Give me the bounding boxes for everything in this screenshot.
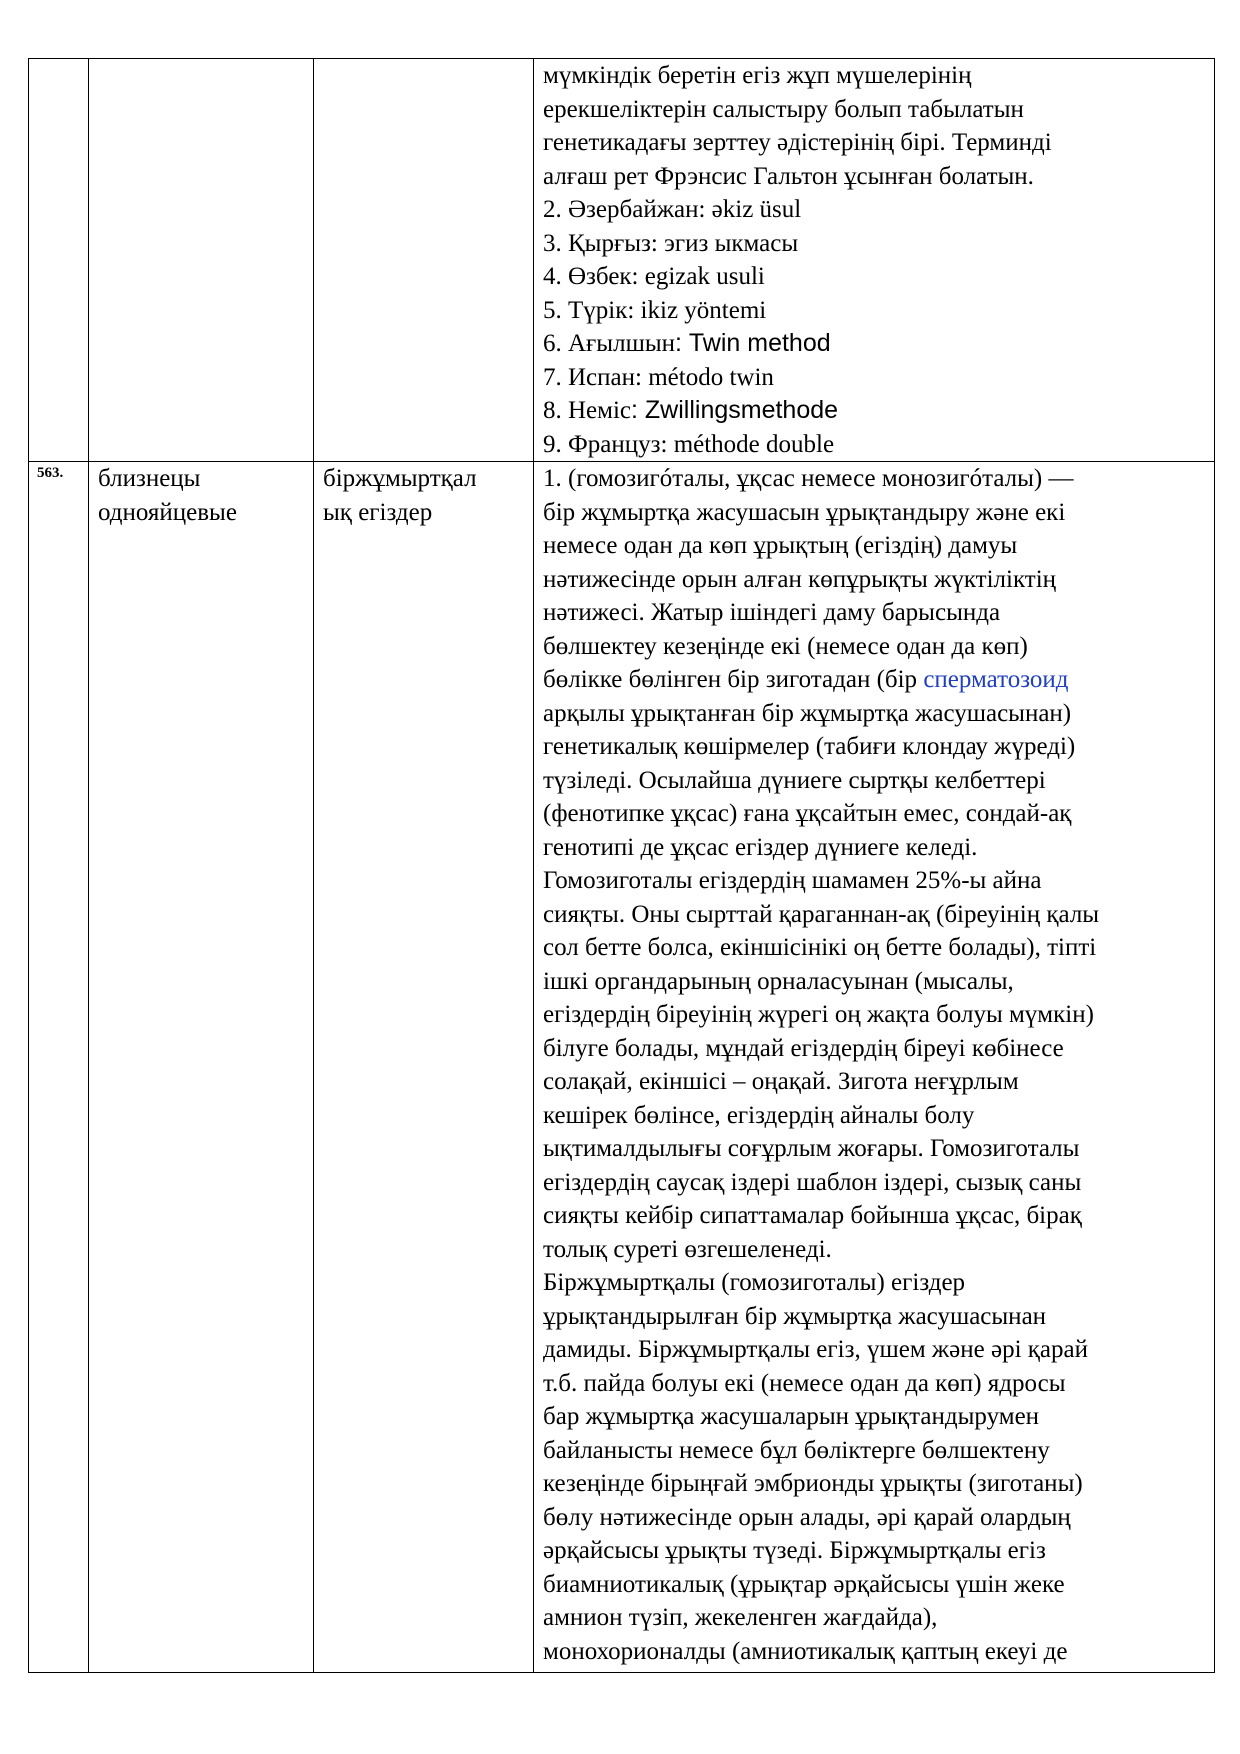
table-row xyxy=(29,59,1215,462)
definition-line: монохорионалды (амниотикалық қаптың екеуі де xyxy=(543,1637,1068,1665)
definition-line: солақай, екіншісі – оңақай. Зигота неғұрлым xyxy=(543,1068,1019,1095)
translation-turkish: 5. Түрік: ikiz yöntemi xyxy=(543,296,767,324)
row-number-cell xyxy=(29,462,89,1673)
translation-prefix: 9. Француз: xyxy=(543,430,674,458)
definition-line: (фенотипке ұқсас) ғана ұқсайтын емес, сондай-ақ xyxy=(543,800,1072,827)
kazakh-term-line: біржұмыртқал xyxy=(323,465,477,492)
definition-line: нәтижесі. Жатыр ішіндегі даму барысында xyxy=(543,599,1001,626)
definition-line: ұрықтандырылған бір жұмыртқа жасушасынан xyxy=(543,1302,1047,1330)
definition-line: нәтижесінде орын алған көпұрықты жүктіліктің xyxy=(543,565,1057,593)
definition-line: сол бетте болса, екіншісінікі оң бетте болады), тіпті xyxy=(543,934,1097,961)
row-number-cell xyxy=(29,59,89,462)
sperm-link[interactable]: сперматозоид xyxy=(923,666,1069,693)
translation-azerbaijani: 2. Әзербайжан: əkiz üsul xyxy=(543,196,802,223)
translation-value: : Zwillingsmethode xyxy=(631,396,839,424)
definition-line: биамниотикалық (ұрықтар әрқайсысы үшін жеке xyxy=(543,1570,1065,1598)
translation-kyrgyz: 3. Қырғыз: эгиз ыкмасы xyxy=(543,229,799,257)
russian-term-line: близнецы xyxy=(98,465,201,492)
translation-spanish xyxy=(543,361,1214,395)
definition-cell xyxy=(534,462,1215,1673)
definition-line: генетикадағы зерттеу әдістерінің бірі. Терминді xyxy=(543,129,1052,156)
definition-line: алғаш рет Фрэнсис Гальтон ұсынған болатын. xyxy=(543,162,1034,190)
translation-prefix: 6. Ағылшын xyxy=(543,330,676,357)
definition-line: генотипі де ұқсас егіздер дүниеге келеді. xyxy=(543,833,978,861)
translation-french xyxy=(543,428,1214,462)
definition-line: ішкі органдарының орналасуынан (мысалы, xyxy=(543,967,1014,995)
glossary-table xyxy=(28,58,1215,1673)
definition-line: түзіледі. Осылайша дүниеге сыртқы келбеттері xyxy=(543,766,1046,794)
definition-line: кезеңінде бірыңғай эмбрионды ұрықты (зиготаны) xyxy=(543,1470,1083,1497)
translation-uzbek: 4. Өзбек: egizak usuli xyxy=(543,263,765,290)
definition-line: егіздердің біреуінің жүрегі оң жақта болуы мүмкін) xyxy=(543,1001,1094,1028)
translation-value: : Twin method xyxy=(675,329,831,357)
kazakh-term-line: ық егіздер xyxy=(323,498,433,526)
definition-line: мүмкіндік беретін егіз жұп мүшелерінің xyxy=(543,62,972,89)
definition-line: кешірек бөлінсе, егіздердің айналы болу xyxy=(543,1101,975,1129)
definition-line: әрқайсысы ұрықты түзеді. Біржұмыртқалы егіз xyxy=(543,1537,1046,1564)
definition-line: бөлшектеу кезеңінде екі (немесе одан да көп) xyxy=(543,632,1028,660)
table-row xyxy=(29,462,1215,1673)
definition-line: бөлу нәтижесінде орын алады, әрі қарай олардың xyxy=(543,1503,1071,1531)
definition-line: байланысты немесе бұл бөліктерге бөлшектену xyxy=(543,1436,1050,1464)
definition-line: сияқты. Оны сырттай қараганнан-ақ (біреуінің қалы xyxy=(543,900,1100,928)
definition-line: немесе одан да көп ұрықтың (егіздің) дамуы xyxy=(543,532,1018,559)
translation-value: méthode double xyxy=(673,430,835,458)
definition-line: генетикалық көшірмелер (табиғи клондау жүреді) xyxy=(543,733,1076,760)
russian-term-cell xyxy=(89,59,314,462)
translation-value: método twin xyxy=(648,363,774,391)
definition-line: толық суреті өзгешеленеді. xyxy=(543,1235,832,1263)
russian-term-cell xyxy=(89,462,314,1673)
definition-line: сияқты кейбір сипаттамалар бойынша ұқсас, бірақ xyxy=(543,1202,1082,1229)
definition-line: Гомозиготалы егіздердің шамамен 25%-ы айна xyxy=(543,867,1042,894)
definition-line: ықтималдылығы соғұрлым жоғары. Гомозиготалы xyxy=(543,1135,1080,1162)
translation-german xyxy=(543,394,1214,428)
definition-line xyxy=(543,663,1214,697)
definition-line: Біржұмыртқалы (гомозиготалы) егіздер xyxy=(543,1269,966,1296)
definition-text: бөлікке бөлінген бір зиготадан (бір xyxy=(543,666,924,693)
definition-line: амнион түзіп, жекеленген жағдайда), xyxy=(543,1604,938,1631)
definition-line: дамиды. Біржұмыртқалы егіз, үшем және әрі қарай xyxy=(543,1336,1088,1363)
definition-line: т.б. пайда болуы екі (немесе одан да көп) ядросы xyxy=(543,1369,1066,1397)
definition-line: ерекшеліктерін салыстыру болып табылатын xyxy=(543,95,1024,123)
definition-line: арқылы ұрықтанған бір жұмыртқа жасушасынан) xyxy=(543,699,1072,727)
translation-prefix: 7. Испан: xyxy=(543,363,649,391)
definition-cell xyxy=(534,59,1215,462)
definition-line: 1. (гомозигóталы, ұқсас немесе монозигóталы) — xyxy=(543,465,1074,492)
kazakh-term-cell xyxy=(314,462,534,1673)
definition-line: бір жұмыртқа жасушасын ұрықтандыру және екі xyxy=(543,498,1066,526)
translation-prefix: 8. Неміс xyxy=(543,397,632,424)
definition-line: егіздердің саусақ іздері шаблон іздері, сызық саны xyxy=(543,1168,1082,1196)
kazakh-term-cell xyxy=(314,59,534,462)
translation-english xyxy=(543,327,1214,361)
definition-line: бар жұмыртқа жасушаларын ұрықтандырумен xyxy=(543,1403,1040,1430)
russian-term-line: однояйцевые xyxy=(98,498,237,526)
row-number: 563. xyxy=(37,465,64,481)
definition-line: білуге болады, мұндай егіздердің біреуі көбінесе xyxy=(543,1034,1064,1062)
